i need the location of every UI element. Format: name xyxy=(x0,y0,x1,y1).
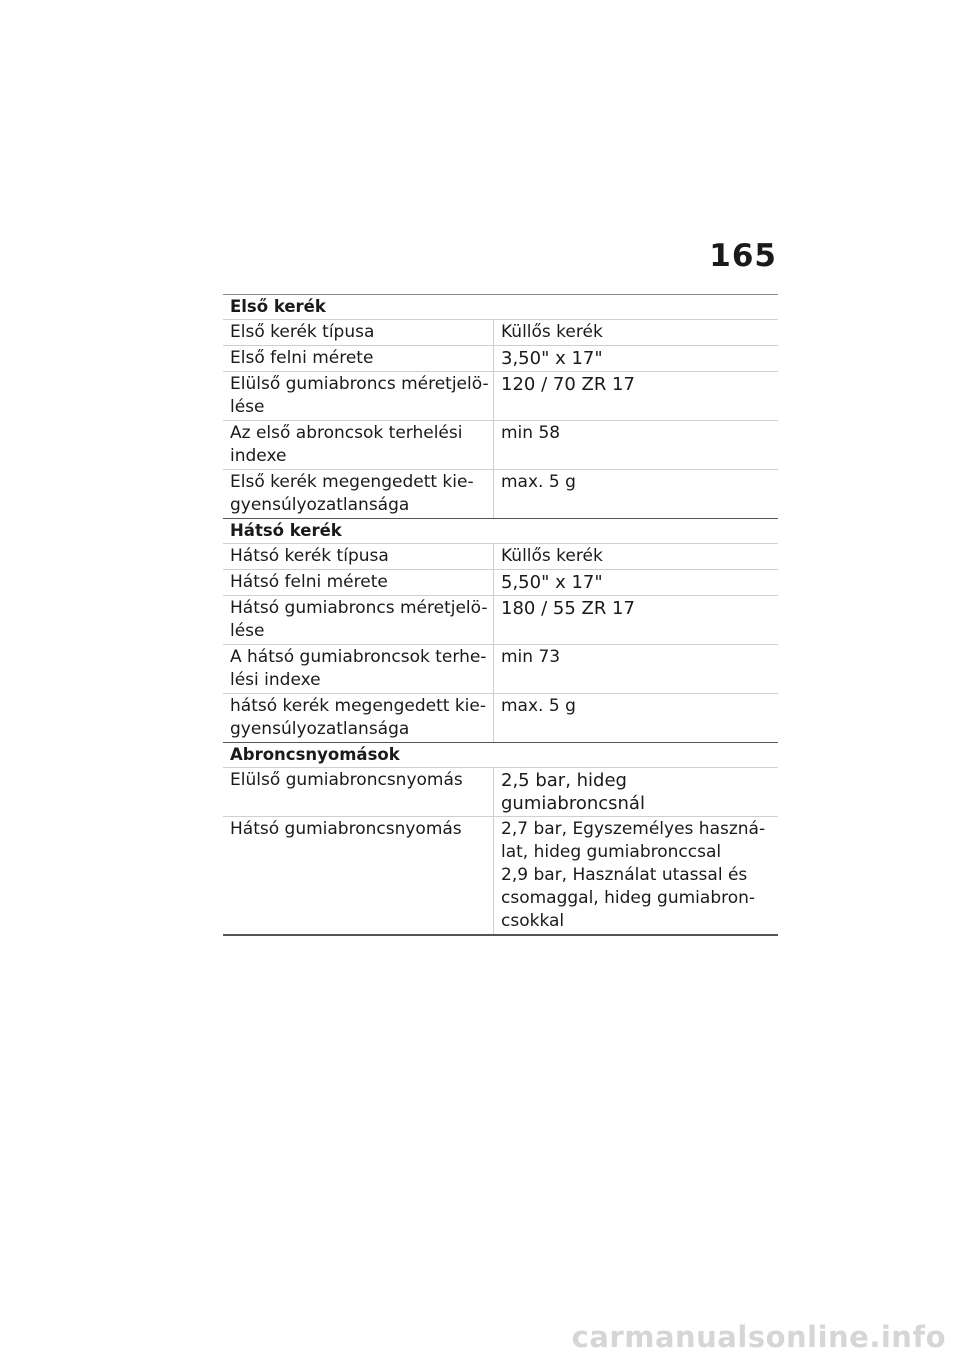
row-value: 2,7 bar, Egyszemélyes haszná- lat, hideg gumiabronccsal 2,9 bar, Használat utassal és csomaggal, hideg gumiabron- csokkal xyxy=(493,817,778,934)
page-number: 165 xyxy=(709,238,777,274)
row-label: hátsó kerék megengedett kie- gyensúlyozatlansága xyxy=(230,696,486,739)
table-row xyxy=(223,645,778,694)
table-row xyxy=(223,768,778,817)
row-value: 2,5 bar, hideg gumiabroncsnál xyxy=(493,768,778,816)
table-row xyxy=(223,817,778,936)
row-label: Elülső gumiabroncsnyomás xyxy=(230,770,463,790)
section-header-tire-pressures: Abroncsnyomások xyxy=(223,743,778,768)
table-row xyxy=(223,346,778,372)
table-row xyxy=(223,694,778,743)
row-value: min 58 xyxy=(493,421,778,469)
row-value: Küllős kerék xyxy=(493,320,778,345)
row-value: 5,50" x 17" xyxy=(493,570,778,595)
row-label: Elülső gumiabroncs méretjelö- lése xyxy=(230,374,489,417)
section-header-front-wheel: Első kerék xyxy=(223,295,778,320)
table-row xyxy=(223,544,778,570)
table-row xyxy=(223,596,778,645)
row-value: 180 / 55 ZR 17 xyxy=(493,596,778,644)
row-value: 120 / 70 ZR 17 xyxy=(493,372,778,420)
row-value: Küllős kerék xyxy=(493,544,778,569)
row-value: max. 5 g xyxy=(493,470,778,518)
row-label: Hátsó gumiabroncs méretjelö- lése xyxy=(230,598,488,641)
spec-table xyxy=(223,294,778,936)
table-row xyxy=(223,470,778,519)
row-label: Hátsó gumiabroncsnyomás xyxy=(230,819,462,839)
table-row xyxy=(223,421,778,470)
row-value: min 73 xyxy=(493,645,778,693)
row-value: max. 5 g xyxy=(493,694,778,742)
row-label: Az első abroncsok terhelési indexe xyxy=(230,423,463,466)
row-label: Hátsó kerék típusa xyxy=(230,546,389,566)
row-label: Első felni mérete xyxy=(230,348,374,368)
table-row xyxy=(223,372,778,421)
table-row xyxy=(223,320,778,346)
row-label: Hátsó felni mérete xyxy=(230,572,388,592)
row-value: 3,50" x 17" xyxy=(493,346,778,371)
row-label: Első kerék megengedett kie- gyensúlyozatlansága xyxy=(230,472,474,515)
section-header-rear-wheel: Hátsó kerék xyxy=(223,519,778,544)
row-label: A hátsó gumiabroncsok terhe- lési indexe xyxy=(230,647,487,690)
watermark: carmanualsonline.info xyxy=(571,1320,946,1354)
table-row xyxy=(223,570,778,596)
row-label: Első kerék típusa xyxy=(230,322,375,342)
